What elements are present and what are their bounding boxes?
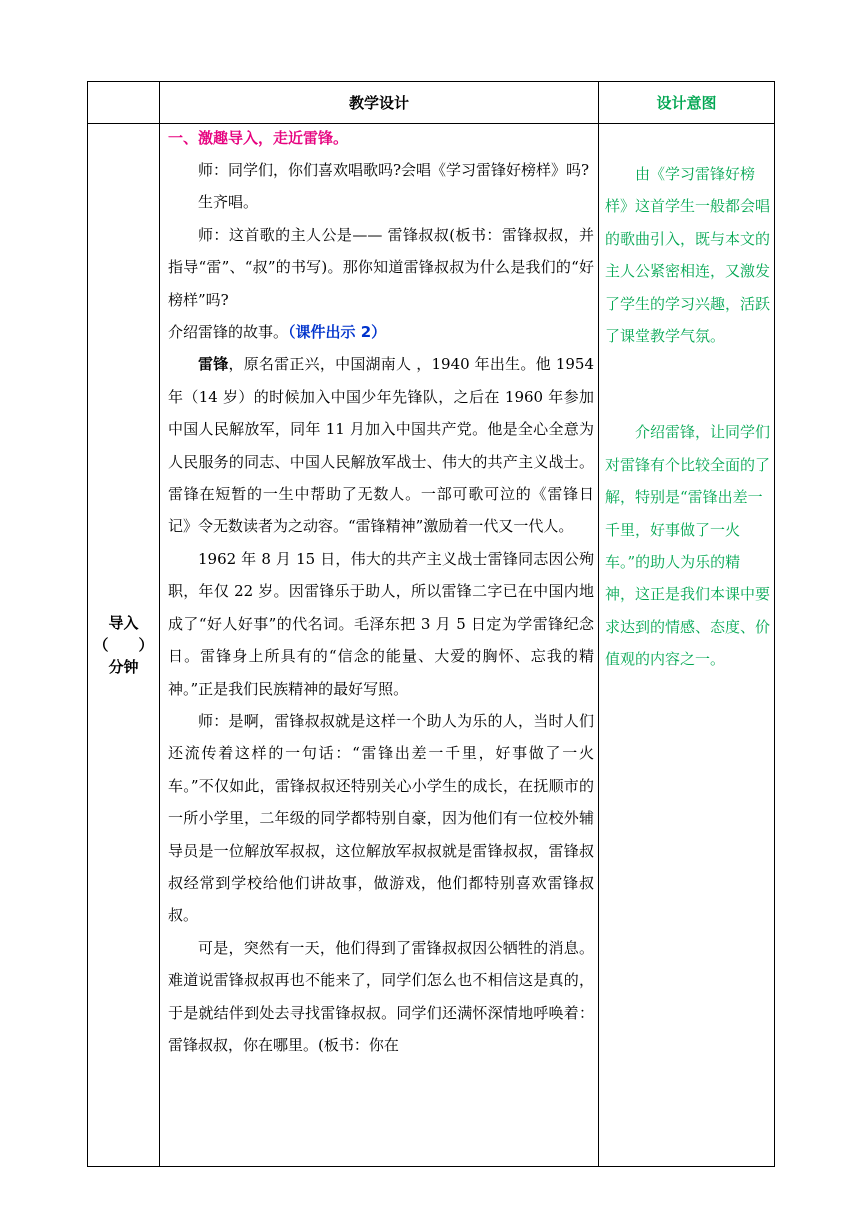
paragraph-teacher-intro: 师：这首歌的主人公是—— 雷锋叔叔(板书：雷锋叔叔，并指导“雷”、“叔”的书写)。那你知道雷锋叔叔为什么是我们的“好榜样”吗?: [168, 225, 594, 309]
paragraph-students-sing: 生齐唱。: [198, 193, 259, 212]
stage-column-header: [88, 82, 160, 124]
paragraph-memorial: 1962 年 8 月 15 日，伟大的共产主义战士雷锋同志因公殉职，年仅 22 岁。因雷锋乐于助人，所以雷锋二字已在中国内地成了“好人好事”的代名词。毛泽东把 3 月 5 日定为学雷锋纪念日。雷锋身上所具有的“信念的能量、大爱的胸怀、忘我的精神。”正是我们民族精神的最好写照。: [168, 549, 594, 698]
paragraph-story-intro: [168, 316, 594, 348]
section-heading: 一、激趣导入，走近雷锋。: [168, 129, 349, 147]
stage-label: 导入: [108, 614, 139, 632]
lei-feng-bio-text: ，原名雷正兴，中国湖南人 ，1940 年出生。他 1954 年（14 岁）的时候加入中国少年先锋队，之后在 1960 年参加中国人民解放军，同年 11 月加入中国共产党。他是全心全意为人民服务的同志、中国人民解放军战士、伟大的共产主义战士。雷锋在短暂的一生中帮助了无数人。一部可歌可泣的《雷锋日记》令无数读者为之动容。“雷锋精神”激励着一代又一代人。: [168, 355, 594, 536]
intent-spacer: [605, 352, 770, 416]
paragraph-search-story: 可是，突然有一天，他们得到了雷锋叔叔因公牺牲的消息。难道说雷锋叔叔再也不能来了，同学们怎么也不相信这是真的，于是就结伴到处去寻找雷锋叔叔。同学们还满怀深情地呼唤着：雷锋叔叔，你在哪里。(板书：你在: [168, 938, 594, 1054]
teaching-design-header: 教学设计: [160, 82, 599, 124]
table-header-row: [88, 82, 775, 124]
stage-cell: [88, 124, 160, 1167]
design-intent-cell: [599, 124, 775, 1167]
stage-unit-label: 分钟: [108, 658, 139, 676]
paragraph-lei-feng-bio: [168, 348, 594, 542]
intent-note-song: 由《学习雷锋好榜样》这首学生一般都会唱的歌曲引入，既与本文的主人公紧密相连，又激发了学生的学习兴趣，活跃了课堂教学气氛。: [605, 165, 771, 346]
table-body-row: [88, 124, 775, 1167]
lei-feng-name: 雷锋: [198, 355, 229, 374]
design-intent-header: 设计意图: [599, 82, 775, 124]
stage-duration-blank: （ ）: [93, 636, 154, 654]
paragraph-teacher-story: 师：是啊，雷锋叔叔就是这样一个助人为乐的人，当时人们还流传着这样的一句话：“雷锋出差一千里，好事做了一火车。”不仅如此，雷锋叔叔还特别关心小学生的成长，在抚顺市的一所小学里，二年级的同学都特别自豪，因为他们有一位校外辅导员是一位解放军叔叔，这位解放军叔叔就是雷锋叔叔，雷锋叔叔经常到学校给他们讲故事，做游戏，他们都特别喜欢雷锋叔叔。: [168, 711, 594, 925]
paragraph-teacher-question: 师：同学们，你们喜欢唱歌吗?会唱《学习雷锋好榜样》吗?: [198, 161, 590, 179]
teaching-design-cell: [160, 124, 599, 1167]
courseware-note: （课件出示 2）: [288, 323, 387, 342]
intent-note-introduce: 介绍雷锋，让同学们对雷锋有个比较全面的了解，特别是“雷锋出差一千里，好事做了一火车。”的助人为乐的精神，这正是我们本课中要求达到的情感、态度、价值观的内容之一。: [605, 423, 771, 669]
story-intro-text: 介绍雷锋的故事。: [168, 323, 289, 342]
lesson-plan-table: [87, 81, 775, 1167]
